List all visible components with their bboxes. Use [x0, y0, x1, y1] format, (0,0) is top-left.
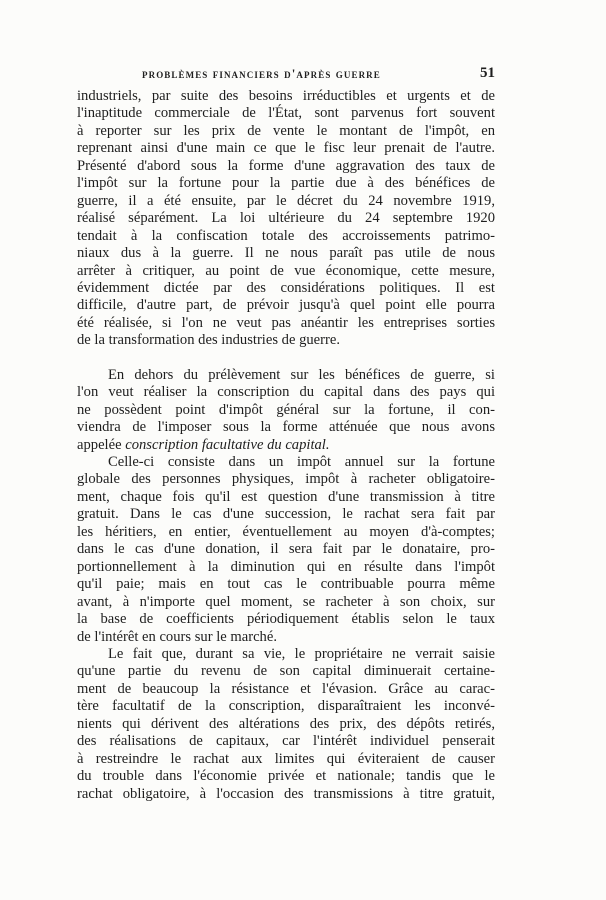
- running-head-title: problèmes financiers d'après guerre: [142, 66, 381, 81]
- text-line: Présenté d'abord sous la forme d'une aggravation des taux de: [77, 157, 495, 174]
- text-line: tendait à la confiscation totale des accroissements patrimo-: [77, 227, 495, 244]
- text-line: Le fait que, durant sa vie, le propriétaire ne verrait saisie: [108, 645, 495, 662]
- text-line: viendra de l'imposer sous la forme atténuée que nous avons: [77, 419, 495, 436]
- text-line: nients qui dérivent des altérations des prix, des dépôts retirés,: [77, 715, 495, 732]
- text-line: [77, 437, 495, 454]
- text-line: évidemment dictée par des considérations politiques. Il est: [77, 279, 495, 296]
- text-line: industriels, par suite des besoins irréductibles et urgents et de: [77, 88, 495, 104]
- text-line: de l'intérêt en cours sur le marché.: [77, 628, 277, 645]
- text-line: guerre, il a été ensuite, par le décret du 24 novembre 1919,: [77, 192, 495, 209]
- text-line: En dehors du prélèvement sur les bénéfices de guerre, si: [108, 366, 495, 383]
- text-line: ne possèdent point d'impôt général sur la fortune, il con-: [77, 401, 495, 418]
- text-line: ment, chaque fois qu'il est question d'une transmission à titre: [77, 488, 495, 505]
- text-line: portionnellement à la diminution qui en résulte dans l'impôt: [77, 558, 495, 575]
- text-line: qu'il paie; mais en tout cas le contribuable pourra même: [77, 576, 495, 593]
- text-line: globale des personnes physiques, impôt à racheter obligatoire-: [77, 471, 495, 488]
- text-line: ment de beaucoup la résistance et l'évasion. Grâce au carac-: [77, 680, 495, 697]
- text-line: l'impôt sur la fortune pour la partie due à des bénéfices de: [77, 175, 495, 192]
- text-line: tère facultatif de la conscription, disparaîtraient les inconvé-: [77, 698, 495, 715]
- text-line: rachat obligatoire, à l'occasion des transmissions à titre gratuit,: [77, 785, 495, 802]
- text-line: reprenant ainsi d'une main ce que le fisc leur prenait de l'autre.: [77, 140, 495, 157]
- running-head: [77, 66, 495, 84]
- text-line: qu'une partie du revenu de son capital diminuerait certaine-: [77, 663, 495, 680]
- text-line: Celle-ci consiste dans un impôt annuel sur la fortune: [108, 454, 495, 470]
- page-number: 51: [480, 65, 495, 81]
- text-line: les héritiers, en entier, éventuellement au moyen d'à-comptes;: [77, 523, 495, 540]
- text-line: été réalisée, si l'on ne veut pas anéantir les entreprises sorties: [77, 314, 495, 331]
- text-line: niaux dus à la guerre. Il ne nous paraît pas utile de nous: [77, 245, 495, 262]
- text-line: dans le cas d'une donation, il sera fait par le donataire, pro-: [77, 541, 495, 558]
- text-line: à reporter sur les prix de vente le montant de l'impôt, en: [77, 122, 495, 139]
- text-line: difficile, d'autre part, de prévoir jusqu'à quel point elle pourra: [77, 297, 495, 314]
- text-line: l'on veut réaliser la conscription du capital dans des pays qui: [77, 384, 495, 401]
- text-line: avant, à n'importe quel moment, se racheter à son choix, sur: [77, 593, 495, 610]
- text-line: gratuit. Dans le cas d'une succession, le rachat sera fait par: [77, 506, 495, 523]
- italic-term: conscription facultative du capital.: [125, 436, 330, 453]
- text-line: de la transformation des industries de guerre.: [77, 332, 341, 349]
- text-line: réalisé séparément. La loi ultérieure du 24 septembre 1920: [77, 210, 495, 227]
- text-segment: appelée: [77, 436, 126, 453]
- text-line: arrêter à critiquer, au point de vue économique, cette mesure,: [77, 262, 495, 279]
- text-line: la base de coefficients périodiquement établis selon le taux: [77, 611, 495, 628]
- text-line: des réalisations de capitaux, car l'intérêt individuel penserait: [77, 733, 495, 750]
- text-line: l'inaptitude commerciale de l'État, sont parvenus fort souvent: [77, 105, 495, 122]
- text-line: à restreindre le rachat aux limites qui éviteraient de causer: [77, 750, 495, 767]
- text-line: du trouble dans l'économie privée et nationale; tandis que le: [77, 768, 495, 785]
